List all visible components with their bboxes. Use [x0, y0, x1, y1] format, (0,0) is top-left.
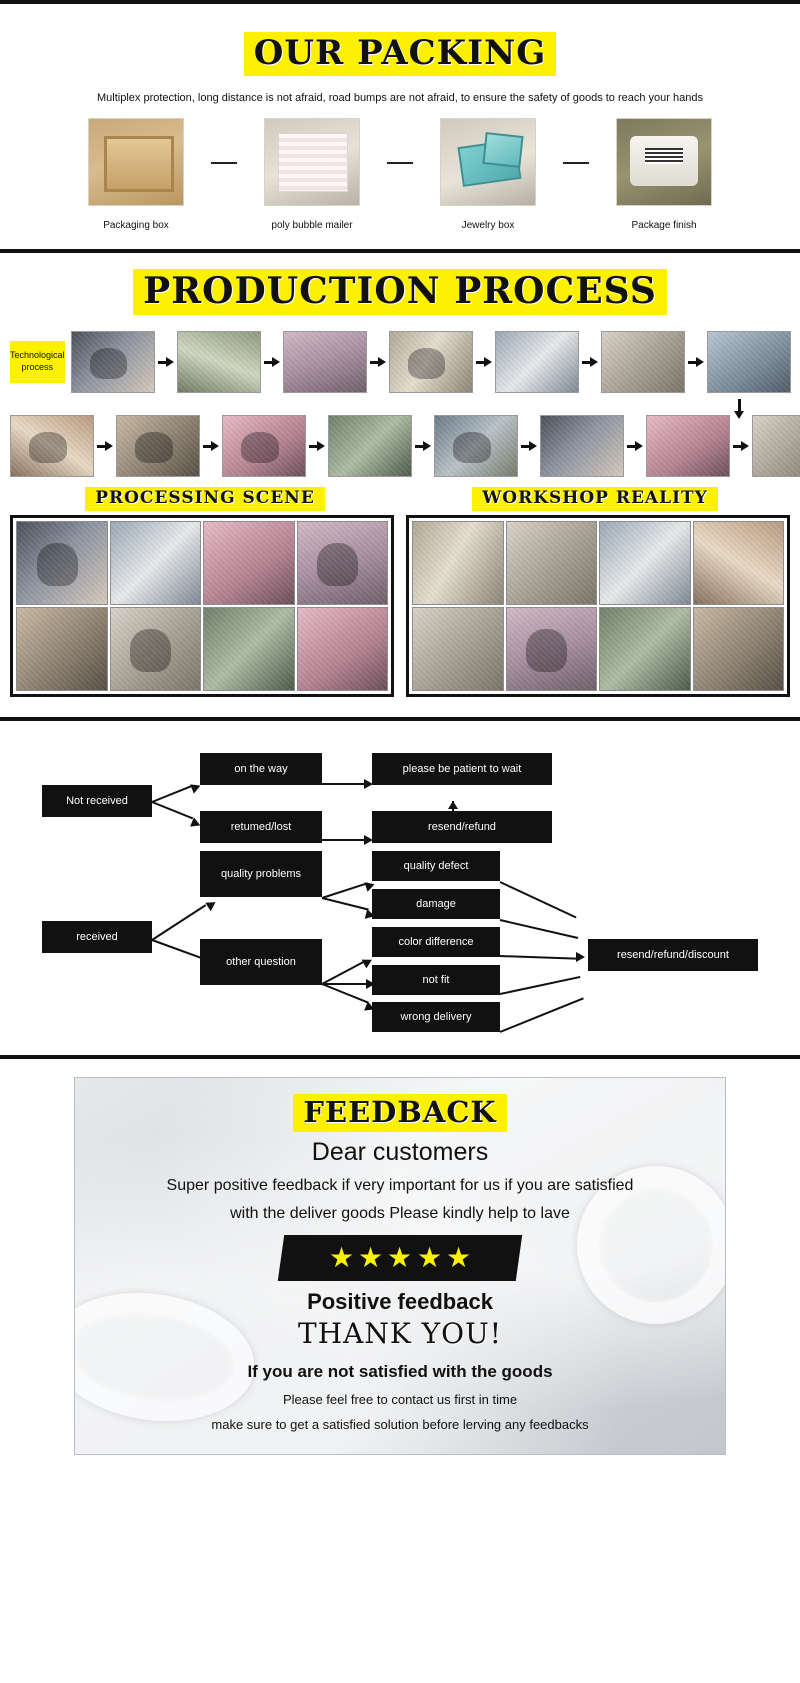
flow-box-damage: damage [372, 889, 500, 919]
processing-scene-title: PROCESSING SCENE [85, 487, 325, 511]
gallery-photo [110, 521, 202, 605]
gallery-photo [203, 521, 295, 605]
process-thumb [116, 415, 200, 477]
packing-connector-3 [563, 162, 589, 164]
process-thumb [434, 415, 518, 477]
positive-feedback-label: Positive feedback [307, 1289, 493, 1314]
arrow-right-icon [476, 357, 492, 367]
flow-line [322, 983, 369, 1004]
process-thumb [71, 331, 155, 393]
flow-line [500, 997, 584, 1033]
process-thumb [328, 415, 412, 477]
workshop-reality-title-wrap [400, 487, 790, 511]
gallery-row [15, 606, 389, 692]
gallery-photo [599, 521, 691, 605]
star-icon: ★ [329, 1242, 355, 1273]
arrow-right-icon [264, 357, 280, 367]
packing-step-2-caption: poly bubble mailer [271, 220, 353, 231]
flow-canvas [20, 739, 780, 1039]
flow-line [152, 785, 194, 803]
gallery-photo [693, 521, 785, 605]
flow-box-returned-lost: retumed/lost [200, 811, 322, 843]
flow-box-color-difference: color difference [372, 927, 500, 957]
flow-line [500, 919, 578, 939]
arrow-right-icon [415, 441, 431, 451]
gallery-photo [412, 607, 504, 691]
packing-step-1-caption: Packaging box [103, 220, 169, 231]
star-icon: ★ [358, 1242, 384, 1273]
processing-scene-gallery [10, 515, 394, 697]
flow-box-not-received: Not received [42, 785, 152, 817]
contact-line-2: make sure to get a satisfied solution before lerving any feedbacks [211, 1417, 589, 1432]
scene-galleries [10, 515, 790, 697]
feedback-line-2: with the deliver goods Please kindly help to lave [230, 1205, 570, 1222]
gallery-photo [16, 607, 108, 691]
packing-subtitle: Multiplex protection, long distance is not afraid, road bumps are not afraid, to ensure the safety of goods to reach your hands [97, 92, 703, 104]
feedback-title: FEEDBACK [293, 1094, 506, 1132]
packing-step-3 [413, 118, 563, 231]
production-title-wrap [0, 269, 800, 315]
process-thumb [707, 331, 791, 393]
feedback-content [95, 1094, 705, 1432]
feedback-dear-customers: Dear customers [311, 1138, 489, 1166]
poly-bubble-mailer-photo [264, 118, 360, 206]
arrow-right-icon [627, 441, 643, 451]
gallery-photo [297, 607, 389, 691]
flow-box-resend-refund-discount: resend/refund/discount [588, 939, 758, 971]
flow-line [322, 961, 365, 985]
technological-process-tag [10, 341, 65, 383]
gallery-photo [693, 607, 785, 691]
arrow-right-icon [582, 357, 598, 367]
flow-arrow-icon [448, 801, 458, 809]
feedback-card [74, 1077, 726, 1455]
workshop-reality-gallery [406, 515, 790, 697]
arrow-right-icon [733, 441, 749, 451]
contact-line-1: Please feel free to contact us first in time [282, 1392, 518, 1407]
arrow-right-icon [309, 441, 325, 451]
packing-connector-1 [211, 162, 237, 164]
gallery-photo [599, 607, 691, 691]
packing-step-3-caption: Jewelry box [461, 220, 515, 231]
packing-title: OUR PACKING [244, 32, 556, 76]
process-row-1 [10, 331, 790, 393]
gallery-photo [506, 521, 598, 605]
thank-you-label: THANK YOU! [298, 1317, 502, 1350]
flow-box-not-fit: not fit [372, 965, 500, 995]
packing-step-1 [61, 118, 211, 231]
gallery-row [411, 520, 785, 606]
arrow-down-icon [734, 399, 744, 419]
feedback-section [0, 1059, 800, 1481]
process-row-connector [10, 399, 790, 415]
flow-box-received: received [42, 921, 152, 953]
packing-step-4 [589, 118, 739, 231]
flow-arrow-icon [576, 952, 585, 962]
arrow-right-icon [688, 357, 704, 367]
gallery-row [15, 520, 389, 606]
star-icon: ★ [387, 1242, 413, 1273]
star-rating [278, 1235, 522, 1281]
process-thumb [10, 415, 94, 477]
flow-box-please-wait: please be patient to wait [372, 753, 552, 785]
process-thumb [222, 415, 306, 477]
production-section [0, 253, 800, 717]
jewelry-box-photo [440, 118, 536, 206]
flow-box-on-the-way: on the way [200, 753, 322, 785]
arrow-right-icon [203, 441, 219, 451]
packing-connector-2 [387, 162, 413, 164]
gallery-photo [506, 607, 598, 691]
flow-line [322, 897, 369, 911]
package-finish-photo [616, 118, 712, 206]
arrow-right-icon [521, 441, 537, 451]
flow-box-quality-defect: quality defect [372, 851, 500, 881]
not-satisfied-label: If you are not satisfied with the goods [247, 1362, 553, 1381]
flow-line [322, 983, 370, 985]
process-thumb [601, 331, 685, 393]
process-thumb-grid [10, 331, 790, 477]
process-thumb [389, 331, 473, 393]
flow-line [322, 839, 366, 841]
scene-titles [10, 487, 790, 511]
process-thumb [540, 415, 624, 477]
gallery-row [411, 606, 785, 692]
process-row-2 [10, 415, 790, 477]
packing-step-2 [237, 118, 387, 231]
gallery-photo [110, 607, 202, 691]
packing-title-wrap [0, 32, 800, 76]
arrow-right-icon [370, 357, 386, 367]
packing-step-4-caption: Package finish [631, 220, 697, 231]
flow-line [152, 801, 194, 819]
after-sales-flow-section [0, 721, 800, 1055]
gallery-photo [16, 521, 108, 605]
packing-section [0, 4, 800, 249]
flow-line [500, 955, 576, 960]
tech-tag-line-1: Technological [10, 350, 65, 361]
arrow-right-icon [158, 357, 174, 367]
feedback-line-1: Super positive feedback if very important for us if you are satisfied [166, 1177, 634, 1194]
flow-line [500, 976, 581, 995]
star-icon: ★ [445, 1242, 471, 1273]
arrow-right-icon [97, 441, 113, 451]
flow-line [151, 904, 206, 941]
gallery-photo [203, 607, 295, 691]
process-thumb [177, 331, 261, 393]
packaging-box-photo [88, 118, 184, 206]
gallery-photo [297, 521, 389, 605]
star-icon: ★ [416, 1242, 442, 1273]
process-thumb [283, 331, 367, 393]
flow-box-quality-problems: quality problems [200, 851, 322, 897]
workshop-reality-title: WORKSHOP REALITY [472, 487, 718, 511]
processing-scene-title-wrap [10, 487, 400, 511]
flow-box-other-question: other question [200, 939, 322, 985]
flow-box-wrong-delivery: wrong delivery [372, 1002, 500, 1032]
process-thumb [752, 415, 800, 477]
process-thumb [495, 331, 579, 393]
flow-line [500, 881, 577, 918]
packing-steps [0, 118, 800, 231]
tech-tag-line-2: process [21, 362, 54, 372]
production-title: PRODUCTION PROCESS [133, 269, 667, 315]
process-thumb [646, 415, 730, 477]
gallery-photo [412, 521, 504, 605]
flow-box-resend-refund: resend/refund [372, 811, 552, 843]
flow-arrow-icon [205, 898, 218, 911]
flow-line [322, 783, 366, 785]
flow-line [322, 882, 368, 899]
